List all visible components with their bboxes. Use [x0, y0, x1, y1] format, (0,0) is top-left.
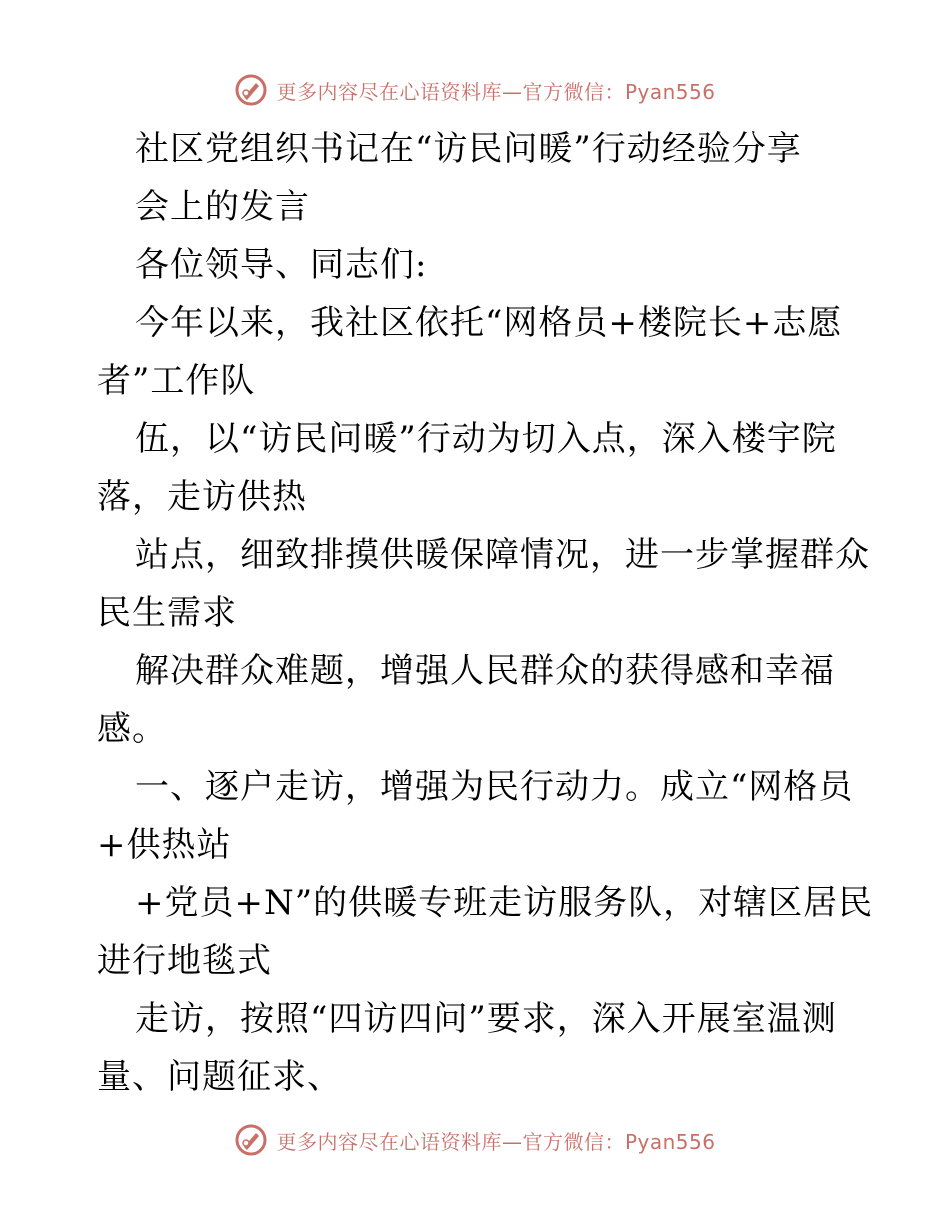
text-line: 进行地毯式 — [97, 941, 272, 981]
text-line: 民生需求 — [97, 593, 237, 633]
text-line: 量、问题征求、 — [97, 1057, 342, 1097]
text-line: 各位领导、同志们: — [135, 245, 428, 285]
text-line: 解决群众难题，增强人民群众的获得感和幸福 — [135, 651, 835, 691]
text-line: 者”工作队 — [97, 361, 256, 401]
footer-watermark-banner — [0, 1120, 950, 1160]
text-line: 今年以来，我社区依托“网格员+楼院长+志愿 — [135, 303, 843, 343]
text-line: 落，走访供热 — [97, 477, 307, 517]
watermark-text: 更多内容尽在心语资料库—官方微信：Pyan556 — [276, 79, 716, 104]
text-line: 社区党组织书记在“访民问暖”行动经验分享 — [135, 129, 802, 169]
watermark-logo-icon — [234, 1123, 268, 1157]
text-line: 会上的发言 — [135, 187, 310, 227]
document-body — [97, 120, 874, 1106]
text-line: 一、逐户走访，增强为民行动力。成立“网格员 — [135, 767, 854, 807]
text-line: 站点，细致排摸供暖保障情况，进一步掌握群众 — [135, 535, 870, 575]
text-line: 伍，以“访民问暖”行动为切入点，深入楼宇院 — [135, 419, 837, 459]
text-line: 走访，按照“四访四问”要求，深入开展室温测 — [135, 999, 837, 1039]
text-line: 感。 — [97, 709, 167, 749]
header-watermark-banner — [0, 70, 950, 110]
watermark-text: 更多内容尽在心语资料库—官方微信：Pyan556 — [276, 1129, 716, 1154]
text-line: +供热站 — [97, 825, 232, 865]
text-line: +党员+N”的供暖专班走访服务队，对辖区居民 — [135, 883, 874, 923]
watermark-logo-icon — [234, 73, 268, 107]
